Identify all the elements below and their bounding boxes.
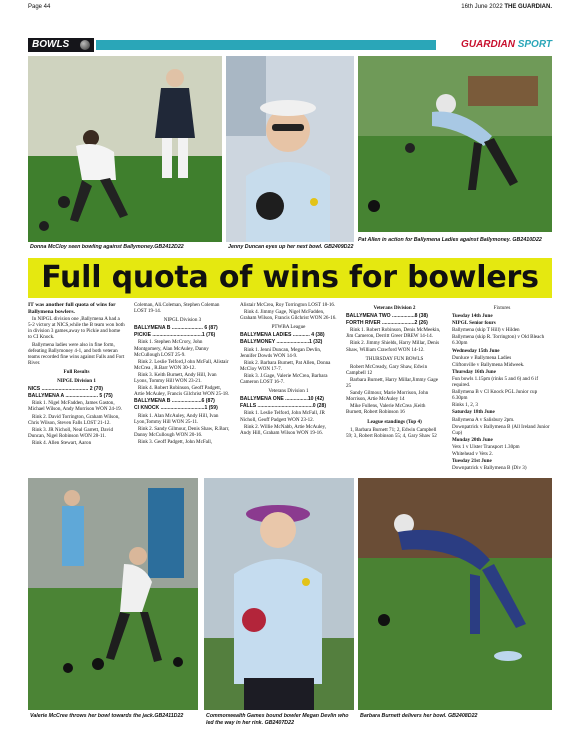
rink-result: Rink 2. Leslie Telford,J ohn McFall, Alistair McCrea , R.Barr WON 30-12. <box>134 358 229 371</box>
headline: Full quota of wins for bowlers <box>28 258 552 298</box>
column-2 <box>134 302 231 474</box>
rink-result: Rink 3. Geoff Padgett, John McFall, <box>138 438 213 445</box>
subhead: League standings (Top 4) <box>367 418 422 425</box>
rink-result: Rink 1. Stephen McCrory, John Montgomery, Alan McAuley, Danny McCullough LOST 25-9. <box>134 339 209 358</box>
fixture: Ballymena A v Salisbury 2pm. <box>452 416 515 423</box>
barbara-burnett-illustration <box>358 478 552 710</box>
result-line: PICKIE ...................................1 (76) <box>134 332 216 339</box>
fixture-date: Tuesday 21st June <box>452 458 492 465</box>
rink-result: Rink 3. Keith Burnett, Andy Hill, Ivan Lyons, Tommy Hill WON 23-21. <box>134 371 217 385</box>
paragraph: In NIPGL division one ,Ballymena A had a 5-2 victory at NICS,while the B team won both in division 3 games,away to Pickie and home to CI Knock. <box>28 316 125 341</box>
jenny-duncan-illustration <box>226 56 354 242</box>
fixture-date: Wednesday 15th June <box>452 347 500 354</box>
fixture: Whitehead v Vets 2. <box>452 450 493 457</box>
result-line: BALLYMENA ONE ................10 (42) <box>240 396 324 403</box>
rink-result: Rink 2. Jimmy Shields, Harry Millar, Denis Shaw, William Crawford WON 14-12. <box>346 340 440 353</box>
rink-result: Rink 4. Jimmy Gage, Nigel McFadden, Graham Wilson, Francis Gilchrist WON 26-16. <box>240 309 337 322</box>
fun-bowls-result: Robert McCready, Gary Shaw, Edwin Campbell 12 <box>346 363 428 376</box>
fixture: Ballymena (skip R. Torrington) v Old Bleach 6.30pm <box>452 334 545 347</box>
result-line: BALLYMENA B .....................6 (87) <box>134 398 215 405</box>
subhead: Fixtures <box>493 305 511 311</box>
standings: 1, Barbara Burnett 71; 2, Edwin Campbell 59; 3, Robert Robinson 55; 4, Gary Shaw 52 <box>346 426 437 439</box>
rink-result: Rink 2. Sandy Gilmour, Denis Shaw, R.Barr, Danny McCullough WON 20-16. <box>134 425 230 438</box>
column-1 <box>28 302 125 474</box>
photo-barbara-burnett <box>358 478 552 710</box>
caption-3: Pat Allen in action for Ballymena Ladies against Ballymoney. GB2410D22 <box>358 237 542 243</box>
article-body <box>28 302 552 472</box>
fixture: Cliftonville v Ballymena Midweek. <box>452 361 525 368</box>
fixture-date: Monday 20th June <box>452 436 493 443</box>
section-label: BOWLS <box>28 38 94 52</box>
fixture: Ballymena B v CI Knock PGL Junior cup 6.30pm <box>452 389 538 402</box>
fixture: Ballymena (skip T Hill) v Hilden <box>452 327 520 334</box>
page-folio <box>28 4 552 14</box>
fixture: Downpatrick v Ballymena B (Div 3) <box>452 465 527 472</box>
fun-bowls-result: Barbara Burnett, Harry Millar,Jimmy Gage 25 <box>346 376 439 390</box>
result-line: NICS ................................. 2 (70) <box>28 386 104 393</box>
result-line: BALLYMENA A ....................... 5 (75) <box>28 393 113 400</box>
caption-4: Valerie McCree throws her bowl towards the jack.GB2411D22 <box>30 713 184 719</box>
megan-devlin-illustration <box>204 478 354 710</box>
pat-allen-illustration <box>358 56 552 232</box>
result-line: BALLYMENA TWO ................8 (38) <box>346 313 428 320</box>
lead-paragraph: IT was another full quota of wins for Ballymena bowlers. <box>28 302 116 315</box>
fixture: Rinks 1, 2, 3 <box>452 402 478 409</box>
rink-result: Rink 4. Robert Robinson, Geoff Padgett, Artie McAuley, Francis Gilchrist WON 25-18. <box>134 385 230 398</box>
section-stripe <box>96 40 436 50</box>
column-4 <box>346 302 443 474</box>
photo-valerie-mccree <box>28 478 198 710</box>
caption-6: Barbara Burnett delivers her bowl. GB2408D22 <box>360 713 478 719</box>
rink-result: Rink 1. Nigel McFadden, James Gaston, Michael Wilson, Andy Morrison WON 24-19. <box>28 400 122 413</box>
caption-2: Jenny Duncan eyes up her next bowl. GB2409D22 <box>228 244 354 250</box>
result-line: FORTH RIVER .......................2 (26) <box>346 320 428 327</box>
result-line: CI KNOCK ...............................1 (59) <box>134 405 218 412</box>
date-text: 16th June 2022 <box>461 4 503 10</box>
page-number: Page 44 <box>28 4 51 10</box>
result-line: BALLYMENA B ...................... 6 (87) <box>134 325 218 332</box>
rink-result: Rink 4. Allen Stewart, Aaron <box>32 439 92 446</box>
bowler-figures-illustration <box>28 56 222 242</box>
caption-1: Donna McCloy seen bowling against Ballymoney.GB2412D22 <box>30 244 184 250</box>
subhead: Veterans Division 2 <box>373 305 416 311</box>
issue-date <box>461 4 552 10</box>
fixture-date: Thursday 16th June <box>452 368 496 375</box>
fun-bowls-result: Sandy Gilmour, Marie Morrison, John Morrison, Artie McAuley 14 <box>346 390 429 403</box>
bowls-ball-icon <box>80 40 90 50</box>
fixture: Vets 1 v Ulster Transport 1.30pm <box>452 443 520 450</box>
paper-name: THE GUARDIAN. <box>504 4 552 10</box>
caption-5: Commonwealth Games bound bowler Megan Devlin who led the way in her rink. GB2407D22 <box>206 713 349 726</box>
rink-result: Rink 1. Leslie Telford, John McFall, JR Nicholl, Geoff Padgett WON 23-12. <box>240 410 325 423</box>
rink-result: Rink 3. J.Gage, Valerie McCrea, Barbara Cameron LOST 16-7. <box>240 372 328 386</box>
photo-megan-devlin <box>204 478 354 710</box>
photo-donna-mccloy <box>28 56 222 242</box>
column-3 <box>240 302 337 474</box>
rink-result: Rink 2. Willie McNabb, Artie McAuley, Andy Hill, Graham Wilson WON 19-16. <box>240 423 326 436</box>
section-bar <box>28 38 552 52</box>
column-5-fixtures <box>452 302 552 474</box>
fixture: Dunluce v Ballymena Ladies <box>452 354 512 361</box>
subhead: THURSDAY FUN BOWLS <box>365 355 424 362</box>
paragraph: Ballymena ladies were also in fine form, defeating Ballymoney 4-1, and both veteran teams recorded fine wins against Falls and Fort River. <box>28 341 125 366</box>
rink-result: Rink 2. David Torrington, Graham Wilson, Chris Wilson, Steven Falls LOST 21-12. <box>28 413 120 426</box>
subhead: NIPGL Division 3 <box>163 317 202 324</box>
subhead: Full Results <box>63 368 90 375</box>
subhead: PTWBA League <box>271 324 306 331</box>
photo-pat-allen <box>358 56 552 232</box>
photo-jenny-duncan <box>226 56 354 242</box>
paragraph: Coleman, Ali.Coleman, Stephen Coleman LOST 19-14. <box>134 302 220 315</box>
rink-result: Rink 1. Alan McAuley, Andy Hill, Ivan Lyon,Tommy Hill WON 25-11. <box>134 412 219 425</box>
subhead: NIPGL Division 1 <box>57 378 96 385</box>
sport-brand <box>461 38 552 52</box>
rink-result: Rink 2. Barbara Burnett, Pat Allen, Donna McCloy WON 17-7. <box>240 359 331 372</box>
result-line: BALLYMONEY .......................1 (32) <box>240 339 323 346</box>
fixture: Fun bowls 1.15pm (rinks 5 and 6) and 6 if required. <box>452 375 539 389</box>
rink-result: Rink 1. Robert Robinson, Denis McMeekin, Jim Cameron, Derritt Greer DREW 14-14. <box>346 327 441 340</box>
result-line: FALLS .......................................0 (28) <box>240 403 327 410</box>
brand-guardian: GUARDIAN <box>461 39 515 50</box>
paragraph: Alistair McCrea, Roy Torrington LOST 18-16. <box>240 302 336 308</box>
rink-result: Rink 3. JR Nicholl, Neal Garrett, David Duncan, Nigel Robinson WON 28-11. <box>28 426 114 439</box>
brand-sport: SPORT <box>517 39 552 50</box>
fixture: Downpatrick v Ballymena B (All Ireland Junior Cup) <box>452 423 550 436</box>
subhead: Veterans Division 1 <box>268 388 309 395</box>
valerie-mccree-illustration <box>28 478 198 710</box>
fixture-date: Tuesday 14th June <box>452 313 493 320</box>
fixture-date: Saturday 18th June <box>452 409 495 416</box>
fun-bowls-result: Mike Fullens, Valerie McCrea ,Keith Burnett, Robert Robinson 16 <box>346 403 426 416</box>
result-line: BALLYMENA LADIES ............ 4 (38) <box>240 332 325 339</box>
rink-result: Rink 1. Jenni Duncan, Megan Devlin, Jennifer Dowds WON 14-9. <box>240 346 322 359</box>
fixture-competition: NIPGL Senior fours <box>452 320 496 327</box>
